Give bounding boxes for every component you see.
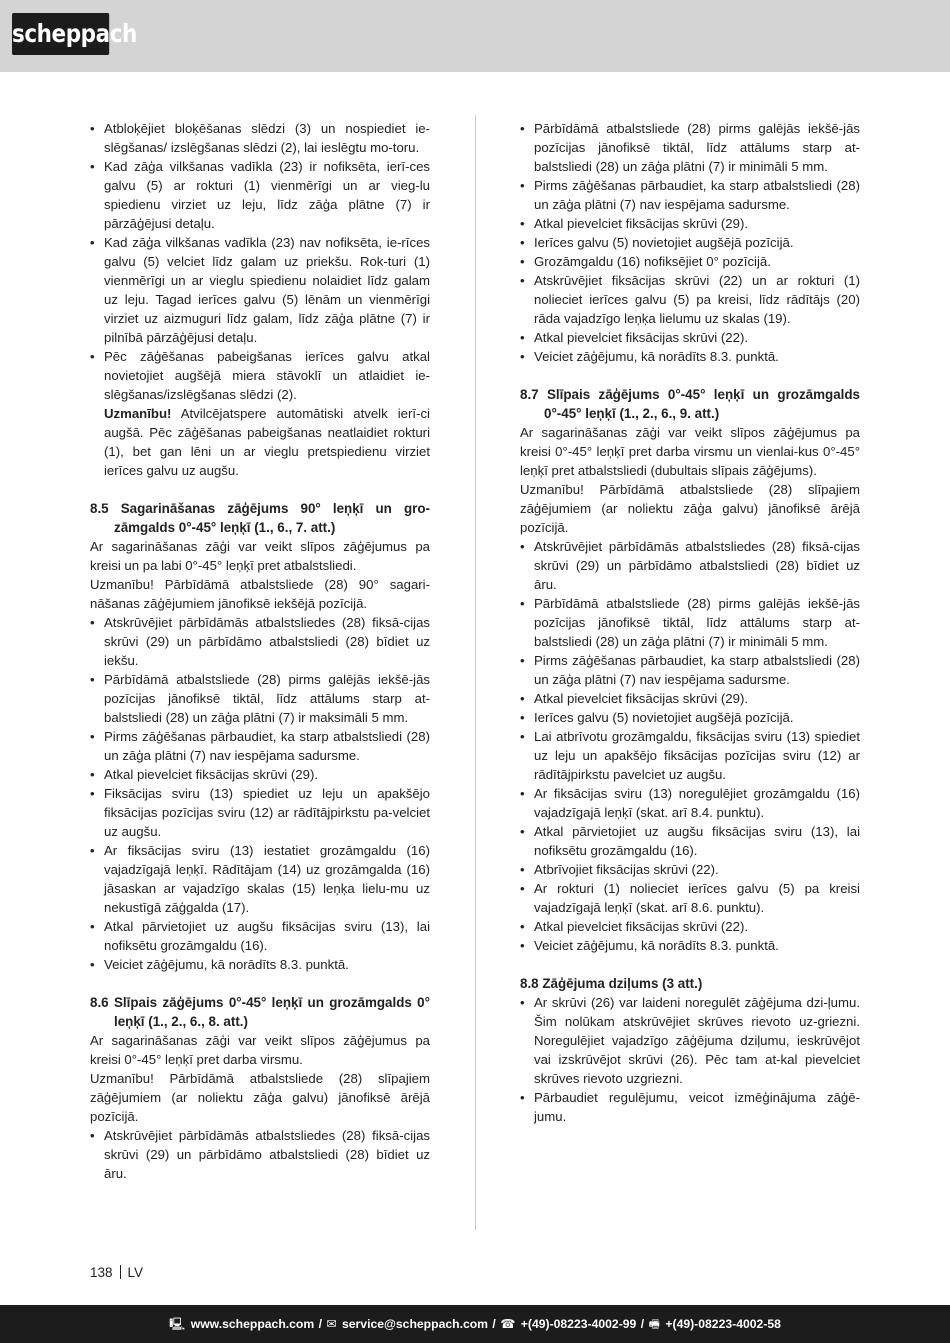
scheppach-logo: scheppach	[12, 13, 109, 55]
list-item: • Ar fiksācijas sviru (13) iestatiet grozāmgaldu (16) vajadzīgajā leņķī. Rādītājam (14) uz grozāmgalda (16) jāsaskan ar vajadzīgo skalas (15) leņķa lielu-mu uz nekustīgā zāģgalda (17).	[90, 841, 430, 917]
list-item: • Atkal pievelciet fiksācijas skrūvi (22).	[520, 917, 860, 936]
list-item: • Pārbīdāmā atbalstsliede (28) pirms galējās iekšē-jās pozīcijas jānofiksē tiktāl, līdz attālums starp at-balstsliedi (28) un zāģa plātni (7) ir minimāli 5 mm.	[520, 594, 860, 651]
list-item: • Pirms zāģēšanas pārbaudiet, ka starp atbalstsliedi (28) un zāģa plātni (7) nav iespējama sadursme.	[520, 176, 860, 214]
page-number-value: 138	[90, 1265, 113, 1280]
list-item: • Veiciet zāģējumu, kā norādīts 8.3. punktā.	[520, 347, 860, 366]
section-8-7-list	[520, 537, 860, 955]
footer-fax: +(49)-08223-4002-58	[665, 1317, 781, 1331]
list-item: • Kad zāģa vilkšanas vadīkla (23) ir nofiksēta, ierī-ces galvu (5) ar rokturi (1) vienmērīgi un ar vieg-lu spiedienu virziet uz leju, līdz zāģa plātne (7) ir pārzāģējusi detaļu.	[90, 157, 430, 233]
section-heading-8-6: 8.6 Slīpais zāģējums 0°-45° leņķī un grozāmgalds 0° leņķī (1., 2., 6., 8. att.)	[90, 995, 430, 1029]
section-heading-8-7: 8.7 Slīpais zāģējums 0°-45° leņķī un grozāmgalds 0°-45° leņķī (1., 2., 6., 9. att.)	[520, 387, 860, 421]
footer-bar: 🖳 www.scheppach.com / ✉ service@scheppach.com / ☎ +(49)-08223-4002-99 / 🖷 +(49)-08223-4002-58	[0, 1305, 950, 1343]
list-item: • Fiksācijas sviru (13) spiediet uz leju un apakšējo fiksācijas pozīcijas sviru (12) ar rādītājpirkstu pa-velciet uz augšu.	[90, 784, 430, 841]
footer-email-link[interactable]: service@scheppach.com	[342, 1317, 489, 1331]
left-column	[90, 119, 430, 1183]
footer-website-link[interactable]: www.scheppach.com	[190, 1317, 315, 1331]
list-item: • Veiciet zāģējumu, kā norādīts 8.3. punktā.	[90, 955, 430, 974]
list-item: • Atskrūvējiet fiksācijas skrūvi (22) un ar rokturi (1) nolieciet ierīces galvu (5) pa kreisi, līdz rādītājs (20) rāda vajadzīgo leņķa lielumu uz skalas (19).	[520, 271, 860, 328]
section-heading-8-5: 8.5 Sagarināšanas zāģējums 90° leņķī un gro-zāmgalds 0°-45° leņķī (1., 6., 7. att.)	[90, 501, 430, 535]
list-item: • Kad zāģa vilkšanas vadīkla (23) nav nofiksēta, ie-rīces galvu (5) velciet līdz galam uz priekšu. Rok-turi (1) vienmērīgi un ar vieglu spiedienu nolaidiet līdz galam uz leju. Tagad ierīces galvu (5) lēnām un vienmērīgi virziet uz aizmuguri līdz galam, līdz zāģa plātne (7) ir pilnībā pārzāģējusi detaļu.	[90, 233, 430, 347]
page-number	[90, 1265, 143, 1280]
computer-icon: 🖳	[169, 1317, 186, 1331]
paragraph: Uzmanību! Pārbīdāmā atbalstsliede (28) 90° sagari-nāšanas zāģējumiem jānofiksē iekšējā pozīcijā.	[90, 577, 430, 611]
email-icon: ✉	[326, 1317, 337, 1331]
column-divider	[475, 115, 476, 1230]
list-item: • Atskrūvējiet pārbīdāmās atbalstsliedes (28) fiksā-cijas skrūvi (29) un pārbīdāmo atbalstsliedi (28) bīdiet uz āru.	[520, 537, 860, 594]
list-item: • Grozāmgaldu (16) nofiksējiet 0° pozīcijā.	[520, 252, 860, 271]
list-item: • Ierīces galvu (5) novietojiet augšējā pozīcijā.	[520, 708, 860, 727]
paragraph: Ar sagarināšanas zāģi var veikt slīpos zāģējumus pa kreisi 0°-45° leņķī pret darba virsmu un vienlai-kus 0°-45° leņķī pret atbalstsliedi (dubultais slīpais zāģējums).	[520, 425, 860, 478]
phone-icon: ☎	[500, 1317, 516, 1331]
section-heading-8-8: 8.8 Zāģējuma dziļums (3 att.)	[520, 976, 703, 991]
paragraph: Ar sagarināšanas zāģi var veikt slīpos zāģējumus pa kreisi un pa labi 0°-45° leņķī pret atbalstsliedi.	[90, 539, 430, 573]
list-item: • Atkal pārvietojiet uz augšu fiksācijas sviru (13), lai nofiksētu grozāmgaldu (16).	[90, 917, 430, 955]
page-number-separator	[120, 1265, 121, 1279]
list-item: • Atkal pārvietojiet uz augšu fiksācijas sviru (13), lai nofiksētu grozāmgaldu (16).	[520, 822, 860, 860]
fax-icon: 🖷	[648, 1317, 660, 1331]
caution-text: Atvilcējatspere automātiski atvelk ierī-ci augšā. Pēc zāģēšanas pabeigšanas neatlaidiet rokturi (1), bet gan lēni un ar vieglu pretspiedienu virziet ierīces galvu uz augšu.	[104, 406, 430, 478]
list-item: • Veiciet zāģējumu, kā norādīts 8.3. punktā.	[520, 936, 860, 955]
list-item: • Lai atbrīvotu grozāmgaldu, fiksācijas sviru (13) spiediet uz leju un apakšējo fiksācijas pozīcijas sviru (12) ar rādītājpirkstu pavelciet uz augšu.	[520, 727, 860, 784]
list-item: • Atkal pievelciet fiksācijas skrūvi (29).	[90, 765, 430, 784]
page-language: LV	[127, 1265, 144, 1280]
list-item: • Pārbīdāmā atbalstsliede (28) pirms galējās iekšē-jās pozīcijas jānofiksē tiktāl, līdz attālums starp at-balstsliedi (28) un zāģa plātni (7) ir maksimāli 5 mm.	[90, 670, 430, 727]
list-item: • Ar fiksācijas sviru (13) noregulējiet grozāmgaldu (16) vajadzīgajā leņķī (skat. arī 8.4. punktu).	[520, 784, 860, 822]
footer-phone: +(49)-08223-4002-99	[520, 1317, 637, 1331]
list-item: • Atkal pievelciet fiksācijas skrūvi (29).	[520, 214, 860, 233]
list-item: • Pārbaudiet regulējumu, veicot izmēģinājuma zāģē-jumu.	[520, 1088, 860, 1126]
list-item: • Atbrīvojiet fiksācijas skrūvi (22).	[520, 860, 860, 879]
list-item: • Atskrūvējiet pārbīdāmās atbalstsliedes (28) fiksā-cijas skrūvi (29) un pārbīdāmo atbalstsliedi (28) bīdiet uz iekšu.	[90, 613, 430, 670]
paragraph: Uzmanību! Pārbīdāmā atbalstsliede (28) slīpajiem zāģējumiem (ar noliektu zāģa galvu) jānofiksē ārējā pozīcijā.	[520, 482, 860, 535]
list-item: • Atbloķējiet bloķēšanas slēdzi (3) un nospiediet ie-slēgšanas/ izslēgšanas slēdzi (2), lai ieslēgtu mo-toru.	[90, 119, 430, 157]
list-item: • Pēc zāģēšanas pabeigšanas ierīces galvu atkal novietojiet augšējā miera stāvoklī un atlaidiet ie-slēgšanas/izslēgšanas slēdzi (2).	[90, 347, 430, 404]
list-item: • Pirms zāģēšanas pārbaudiet, ka starp atbalstsliedi (28) un zāģa plātni (7) nav iespējama sadursme.	[90, 727, 430, 765]
list-item: • Pārbīdāmā atbalstsliede (28) pirms galējās iekšē-jās pozīcijas jānofiksē tiktāl, līdz attālums starp at-balstsliedi (28) un zāģa plātni (7) ir minimāli 5 mm.	[520, 119, 860, 176]
section-8-6-continued-list	[520, 119, 860, 366]
section-8-6-list	[90, 1126, 430, 1183]
caution-note	[90, 404, 430, 480]
list-item: • Atskrūvējiet pārbīdāmās atbalstsliedes (28) fiksā-cijas skrūvi (29) un pārbīdāmo atbalstsliedi (28) bīdiet uz āru.	[90, 1126, 430, 1183]
caution-label: Uzmanību!	[104, 406, 172, 421]
intro-bullet-list	[90, 119, 430, 480]
list-item: • Ar skrūvi (26) var laideni noregulēt zāģējuma dzi-ļumu. Šim nolūkam atskrūvējiet skrūves rievoto uz-griezni. Noregulējiet vajadzīgo zāģējuma dziļumu, ieskrūvējot vai izskrūvējot skrūvi (26). Pēc tam at-kal pievelciet skrūves rievoto uzgriezni.	[520, 993, 860, 1088]
list-item: • Atkal pievelciet fiksācijas skrūvi (29).	[520, 689, 860, 708]
section-8-5-list	[90, 613, 430, 974]
right-column	[520, 119, 860, 1126]
list-item: • Pirms zāģēšanas pārbaudiet, ka starp atbalstsliedi (28) un zāģa plātni (7) nav iespējama sadursme.	[520, 651, 860, 689]
list-item: • Ar rokturi (1) nolieciet ierīces galvu (5) pa kreisi vajadzīgajā leņķī (skat. arī 8.6. punktu).	[520, 879, 860, 917]
paragraph: Ar sagarināšanas zāģi var veikt slīpos zāģējumus pa kreisi 0°-45° leņķī pret darba virsmu.	[90, 1033, 430, 1067]
list-item: • Atkal pievelciet fiksācijas skrūvi (22).	[520, 328, 860, 347]
list-item: • Ierīces galvu (5) novietojiet augšējā pozīcijā.	[520, 233, 860, 252]
paragraph: Uzmanību! Pārbīdāmā atbalstsliede (28) slīpajiem zāģējumiem (ar noliektu zāģa galvu) jānofiksē ārējā pozīcijā.	[90, 1071, 430, 1124]
section-8-8-list	[520, 993, 860, 1126]
header-bar	[0, 0, 950, 72]
